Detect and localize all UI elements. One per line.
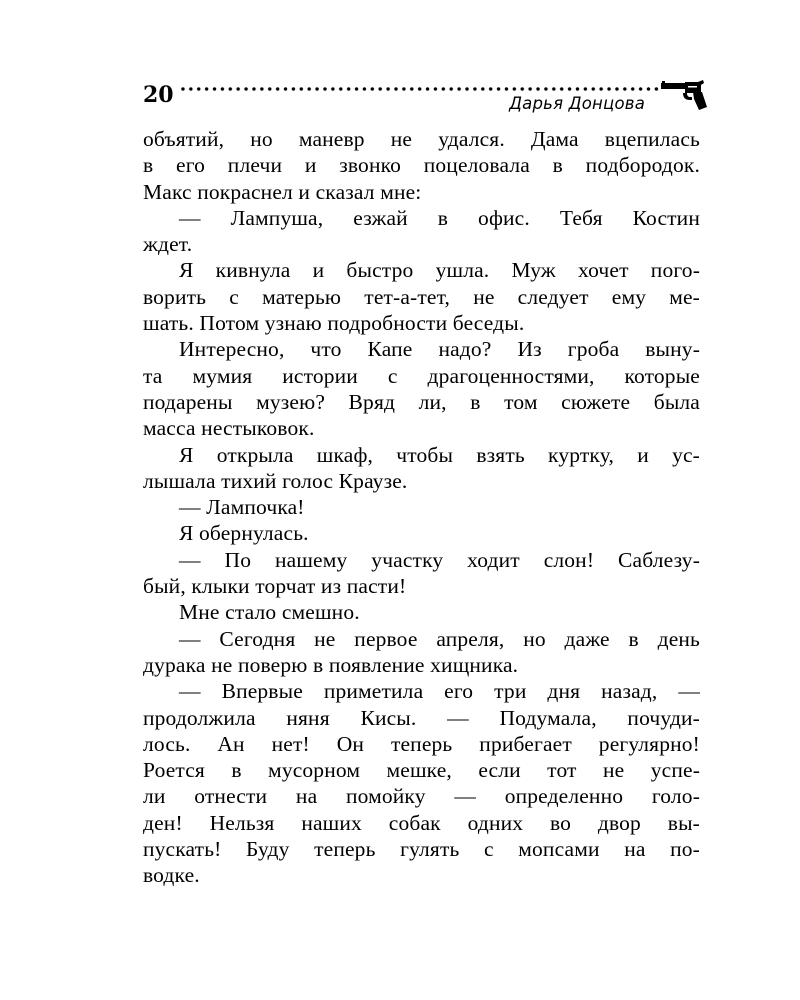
text-line: Роется в мусорном мешке, если тот не успе- bbox=[143, 758, 700, 783]
text-line: та мумия истории с драгоценностями, которые bbox=[143, 363, 700, 388]
running-header-author: Дарья Донцова bbox=[509, 94, 645, 113]
text-line: — Впервые приметила его три дня назад, — bbox=[179, 679, 700, 704]
page-number: 20 bbox=[143, 82, 174, 108]
text-line: пускать! Буду теперь гулять с мопсами на по- bbox=[143, 837, 700, 862]
text-line: подарены музею? Вряд ли, в том сюжете была bbox=[143, 389, 700, 414]
text-line: ли отнести на помойку — определенно голо- bbox=[143, 784, 700, 809]
running-header bbox=[143, 78, 707, 118]
text-line: бый, клыки торчат из пасти! bbox=[143, 574, 407, 599]
text-line: лышала тихий голос Краузе. bbox=[143, 468, 408, 493]
text-line: Интересно, что Капе надо? Из гроба выну- bbox=[179, 337, 700, 362]
text-line: — По нашему участку ходит слон! Саблезу- bbox=[179, 547, 700, 572]
page-body-text bbox=[143, 126, 700, 889]
text-line: Я обернулась. bbox=[179, 521, 309, 546]
text-line: масса нестыковок. bbox=[143, 416, 315, 441]
text-line: Я открыла шкаф, чтобы взять куртку, и ус- bbox=[179, 442, 700, 467]
text-line: Мне стало смешно. bbox=[179, 600, 360, 625]
text-line: в его плечи и звонко поцеловала в подбородок. bbox=[143, 153, 700, 178]
text-line: — Лампочка! bbox=[179, 495, 305, 520]
text-line: — Сегодня не первое апреля, но даже в день bbox=[179, 626, 700, 651]
text-line: дурака не поверю в появление хищника. bbox=[143, 652, 519, 677]
dotted-leader bbox=[179, 87, 661, 91]
text-line: ждет. bbox=[143, 232, 193, 257]
revolver-icon bbox=[661, 80, 707, 110]
text-line: шать. Потом узнаю подробности беседы. bbox=[143, 311, 525, 336]
text-line: водке. bbox=[143, 863, 200, 888]
text-line: лось. Ан нет! Он теперь прибегает регулярно! bbox=[143, 731, 700, 756]
text-line: продолжила няня Кисы. — Подумала, почуди- bbox=[143, 705, 700, 730]
text-line: ворить с матерью тет-а-тет, не следует ему ме- bbox=[143, 284, 700, 309]
text-line: Я кивнула и быстро ушла. Муж хочет пого- bbox=[179, 258, 700, 283]
text-line: ден! Нельзя наших собак одних во двор вы- bbox=[143, 810, 700, 835]
text-line: — Лампуша, езжай в офис. Тебя Костин bbox=[179, 205, 700, 230]
text-line: объятий, но маневр не удался. Дама вцепилась bbox=[143, 127, 700, 151]
text-line: Макс покраснел и сказал мне: bbox=[143, 179, 422, 204]
